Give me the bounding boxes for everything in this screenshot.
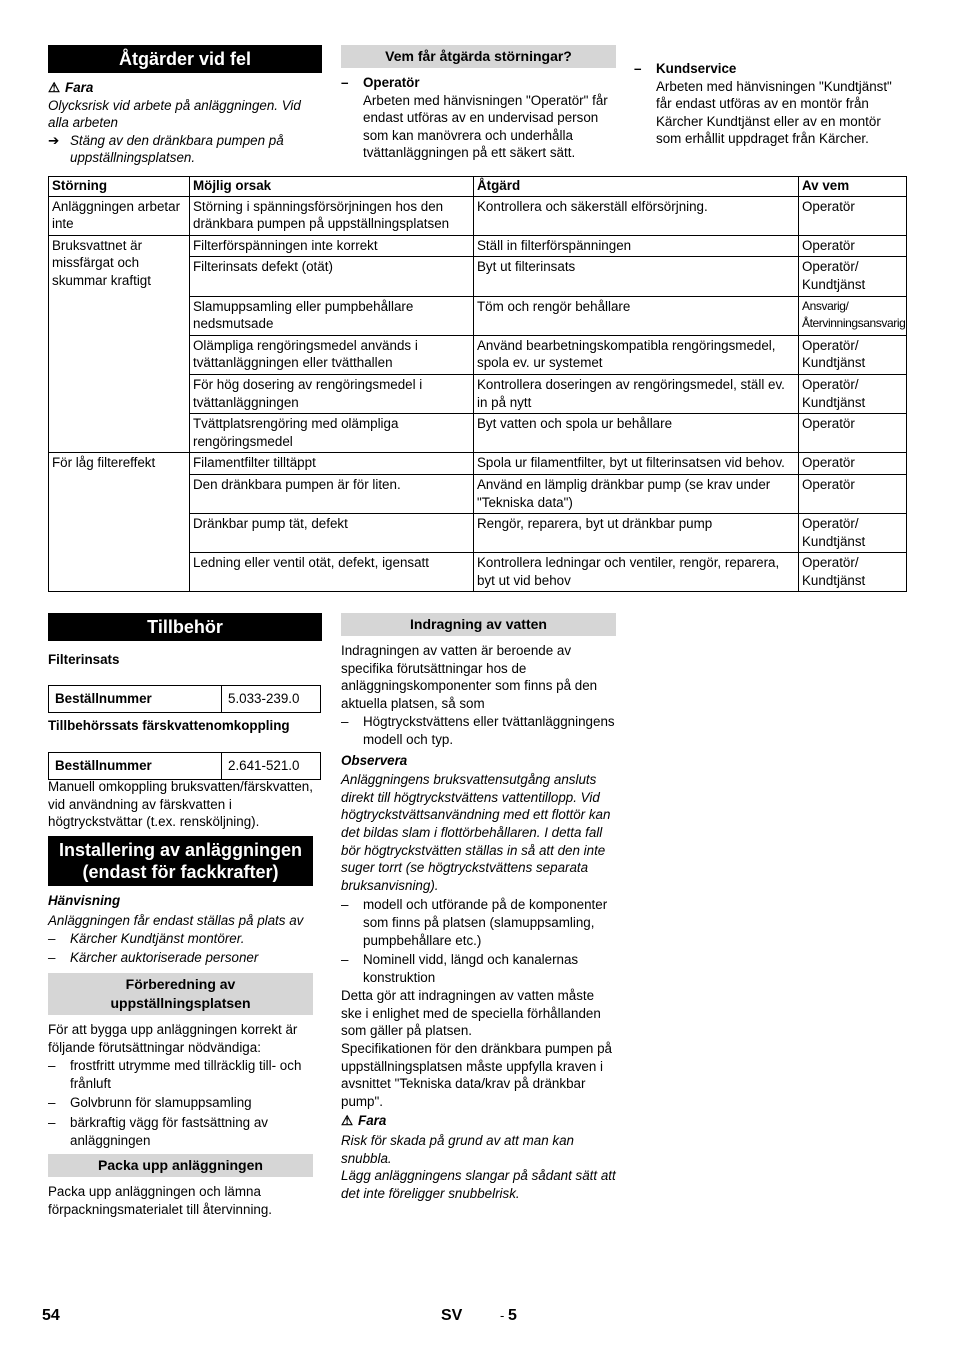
- by-whom-cell: Operatör: [799, 196, 907, 235]
- cause-cell: Filamentfilter tilltäppt: [190, 453, 474, 475]
- prep-block: [48, 1021, 320, 1149]
- action-cell: Töm och rengör behållare: [474, 296, 799, 335]
- action-cell: Spola ur filamentfilter, byt ut filterinsatsen vid behov.: [474, 453, 799, 475]
- page-number: 54: [42, 1307, 60, 1324]
- note-item: – Kärcher Kundtjänst montörer.: [48, 930, 323, 948]
- cause-cell: Ledning eller ventil otät, defekt, igensatt: [190, 553, 474, 592]
- prep-item: – bärkraftig vägg för fastsättning av anläggningen: [48, 1114, 320, 1149]
- water-item: – modell och utförande på de komponenter som finns på platsen (slamuppsamling, pumpbehållare etc.): [341, 896, 617, 949]
- faults-heading: Åtgärder vid fel: [48, 45, 322, 73]
- water-text3: Specifikationen för den dränkbara pumpen på uppställningsplatsen måste uppfylla kraven i avsnittet "Tekniska data/krav på dränkbar pump".: [341, 1041, 612, 1109]
- switch-title: Tillbehörssats färskvattenomkoppling: [48, 718, 290, 733]
- service-text: Arbeten med hänvisningen "Kundtjänst" får endast utföras av en montör från Kärcher Kundtjänst eller av en montör som erhållit uppdraget från Kärcher.: [656, 78, 892, 147]
- order-label: Beställnummer: [49, 686, 222, 713]
- by-whom-cell: Operatör/ Kundtjänst: [799, 335, 907, 374]
- by-whom-cell: Operatör/ Kundtjänst: [799, 514, 907, 553]
- warning-triangle-icon: ⚠: [48, 80, 61, 95]
- fault-cell: Bruksvattnet är missfärgat och skummar kraftigt: [49, 235, 190, 453]
- header-by-whom: Av vem: [799, 177, 907, 197]
- water-text2: Detta gör att indragningen av vatten måste ske i enlighet med de speciella förhållanden som gäller på platsen.: [341, 988, 601, 1039]
- cause-cell: Den dränkbara pumpen är för liten.: [190, 474, 474, 513]
- order-number: 2.641-521.0: [222, 753, 321, 780]
- cause-cell: Olämpliga rengöringsmedel används i tvättanläggningen eller tvätthallen: [190, 335, 474, 374]
- switch-text: Manuell omkoppling bruksvatten/färskvatten, vid användning av färskvatten i högtryckstvättar (t.ex. rensköljning).: [48, 779, 313, 830]
- water-item: – Högtryckstvättens eller tvättanläggningens modell och typ.: [341, 713, 617, 748]
- unpack-text: Packa upp anläggningen och lämna förpackningsmaterialet till återvinning.: [48, 1184, 273, 1217]
- action-cell: Använd bearbetningskompatibla rengöringsmedel, spola ev. ur systemet: [474, 335, 799, 374]
- operator-text: Arbeten med hänvisningen "Operatör" får endast utföras av en undervisad person som kan manövrera och underhålla tvättanläggningen på ett säkert sätt.: [363, 92, 608, 161]
- by-whom-cell: Operatör: [799, 453, 907, 475]
- water-text1: Indragningen av vatten är beroende av specifika förutsättningar hos de anläggningskomponenter som finns på den aktuella platsen, så som: [341, 643, 598, 711]
- table-header-row: [49, 177, 907, 197]
- cause-cell: Tvättplatsrengöring med olämpliga rengöringsmedel: [190, 414, 474, 453]
- prep-item: – frostfritt utrymme med tillräcklig till- och frånluft: [48, 1057, 320, 1092]
- by-whom-cell: Operatör: [799, 235, 907, 257]
- filter-order-table: [48, 685, 321, 713]
- cause-cell: Slamuppsamling eller pumpbehållare nedsmutsade: [190, 296, 474, 335]
- by-whom-cell: Ansvarig/Återvinningsansvarig: [799, 296, 907, 335]
- who-fixes-heading: Vem får åtgärda störningar?: [341, 45, 616, 68]
- filter-title: Filterinsats: [48, 652, 120, 667]
- install-note: [48, 892, 323, 966]
- action-cell: Rengör, reparera, byt ut dränkbar pump: [474, 514, 799, 553]
- action-cell: Byt vatten och spola ur behållare: [474, 414, 799, 453]
- prep-title-line2: uppställningsplatsen: [110, 995, 251, 1011]
- install-heading: [48, 836, 313, 886]
- operator-label: – Operatör: [341, 74, 619, 92]
- table-row: [49, 235, 907, 257]
- action-cell: Kontrollera doseringen av rengöringsmedel, ställ ev. in på nytt: [474, 374, 799, 413]
- fault-cell: Anläggningen arbetar inte: [49, 196, 190, 235]
- prep-text: För att bygga upp anläggningen korrekt är följande förutsättningar nödvändiga:: [48, 1022, 298, 1055]
- table-row: [49, 196, 907, 235]
- cause-cell: Dränkbar pump tät, defekt: [190, 514, 474, 553]
- danger-step: ➔ Stäng av den dränkbara pumpen på uppställningsplatsen.: [48, 132, 324, 167]
- prep-item: – Golvbrunn för slamuppsamling: [48, 1094, 320, 1112]
- operator-block: [341, 74, 619, 162]
- by-whom-cell: Operatör/ Kundtjänst: [799, 374, 907, 413]
- danger-label: Fara: [358, 1113, 387, 1129]
- danger-label: Fara: [65, 80, 94, 95]
- water-danger-text2: Lägg anläggningens slangar på sådant sätt att det inte föreligger snubbelrisk.: [341, 1168, 616, 1201]
- action-cell: Kontrollera och säkerställ elförsörjning.: [474, 196, 799, 235]
- water-item: – Nominell vidd, längd och kanalernas konstruktion: [341, 951, 617, 986]
- unpack-heading: Packa upp anläggningen: [48, 1154, 313, 1177]
- action-cell: Kontrollera ledningar och ventiler, rengör, reparera, byt ut vid behov: [474, 553, 799, 592]
- order-label: Beställnummer: [49, 753, 222, 780]
- water-intake-block: [341, 642, 617, 1202]
- by-whom-cell: Operatör: [799, 474, 907, 513]
- cause-cell: För hög dosering av rengöringsmedel i tvättanläggningen: [190, 374, 474, 413]
- observe-text: Anläggningens bruksvattensutgång ansluts direkt till högtryckstvättens vattentillopp. Vid högtryckstvättsanvändning med ett flottör kan det bildas slam i flottörbehållaren. I detta fall bör högtryckstvätten ställas in så att den inte suger torrt (se högtryckstvättens separata bruksanvisning).: [341, 772, 611, 893]
- note-text: Anläggningen får endast ställas på plats av: [48, 912, 304, 928]
- sub-page: - 5: [500, 1307, 517, 1324]
- language-code: SV: [441, 1307, 463, 1324]
- action-cell: Ställ in filterförspänningen: [474, 235, 799, 257]
- service-label: – Kundservice: [634, 60, 908, 78]
- install-title-line2: (endast för fackkrafter): [82, 862, 279, 882]
- warning-triangle-icon: ⚠: [341, 1113, 354, 1129]
- cause-cell: Störning i spänningsförsörjningen hos den dränkbara pumpen på uppställningsplatsen: [190, 196, 474, 235]
- cause-cell: Filterförspänningen inte korrekt: [190, 235, 474, 257]
- by-whom-cell: Operatör: [799, 414, 907, 453]
- note-item: – Kärcher auktoriserade personer: [48, 949, 323, 967]
- fault-table: [48, 176, 907, 592]
- switch-order-table: [48, 752, 321, 780]
- install-title-line1: Installering av anläggningen: [58, 840, 303, 860]
- header-fault: Störning: [49, 177, 190, 197]
- faults-danger-block: [48, 79, 324, 167]
- prep-heading: [48, 973, 313, 1015]
- observe-label: Observera: [341, 752, 408, 768]
- action-cell: Byt ut filterinsats: [474, 257, 799, 296]
- fault-cell: För låg filtereffekt: [49, 453, 190, 592]
- service-block: [634, 60, 908, 148]
- order-number: 5.033-239.0: [222, 686, 321, 713]
- note-label: Hänvisning: [48, 893, 121, 908]
- header-action: Åtgärd: [474, 177, 799, 197]
- accessories-heading: Tillbehör: [48, 613, 322, 641]
- by-whom-cell: Operatör/ Kundtjänst: [799, 553, 907, 592]
- header-cause: Möjlig orsak: [190, 177, 474, 197]
- danger-text: Olycksrisk vid arbete på anläggningen. Vid alla arbeten: [48, 97, 301, 131]
- water-danger-text1: Risk för skada på grund av att man kan snubbla.: [341, 1133, 574, 1166]
- water-intake-heading: Indragning av vatten: [341, 613, 616, 636]
- sub-page-number: 5: [507, 1307, 517, 1324]
- by-whom-cell: Operatör/ Kundtjänst: [799, 257, 907, 296]
- action-cell: Använd en lämplig dränkbar pump (se krav under "Tekniska data"): [474, 474, 799, 513]
- cause-cell: Filterinsats defekt (otät): [190, 257, 474, 296]
- table-row: [49, 453, 907, 475]
- prep-title-line1: Förberedning av: [125, 976, 236, 992]
- water-danger-heading: [341, 1112, 617, 1130]
